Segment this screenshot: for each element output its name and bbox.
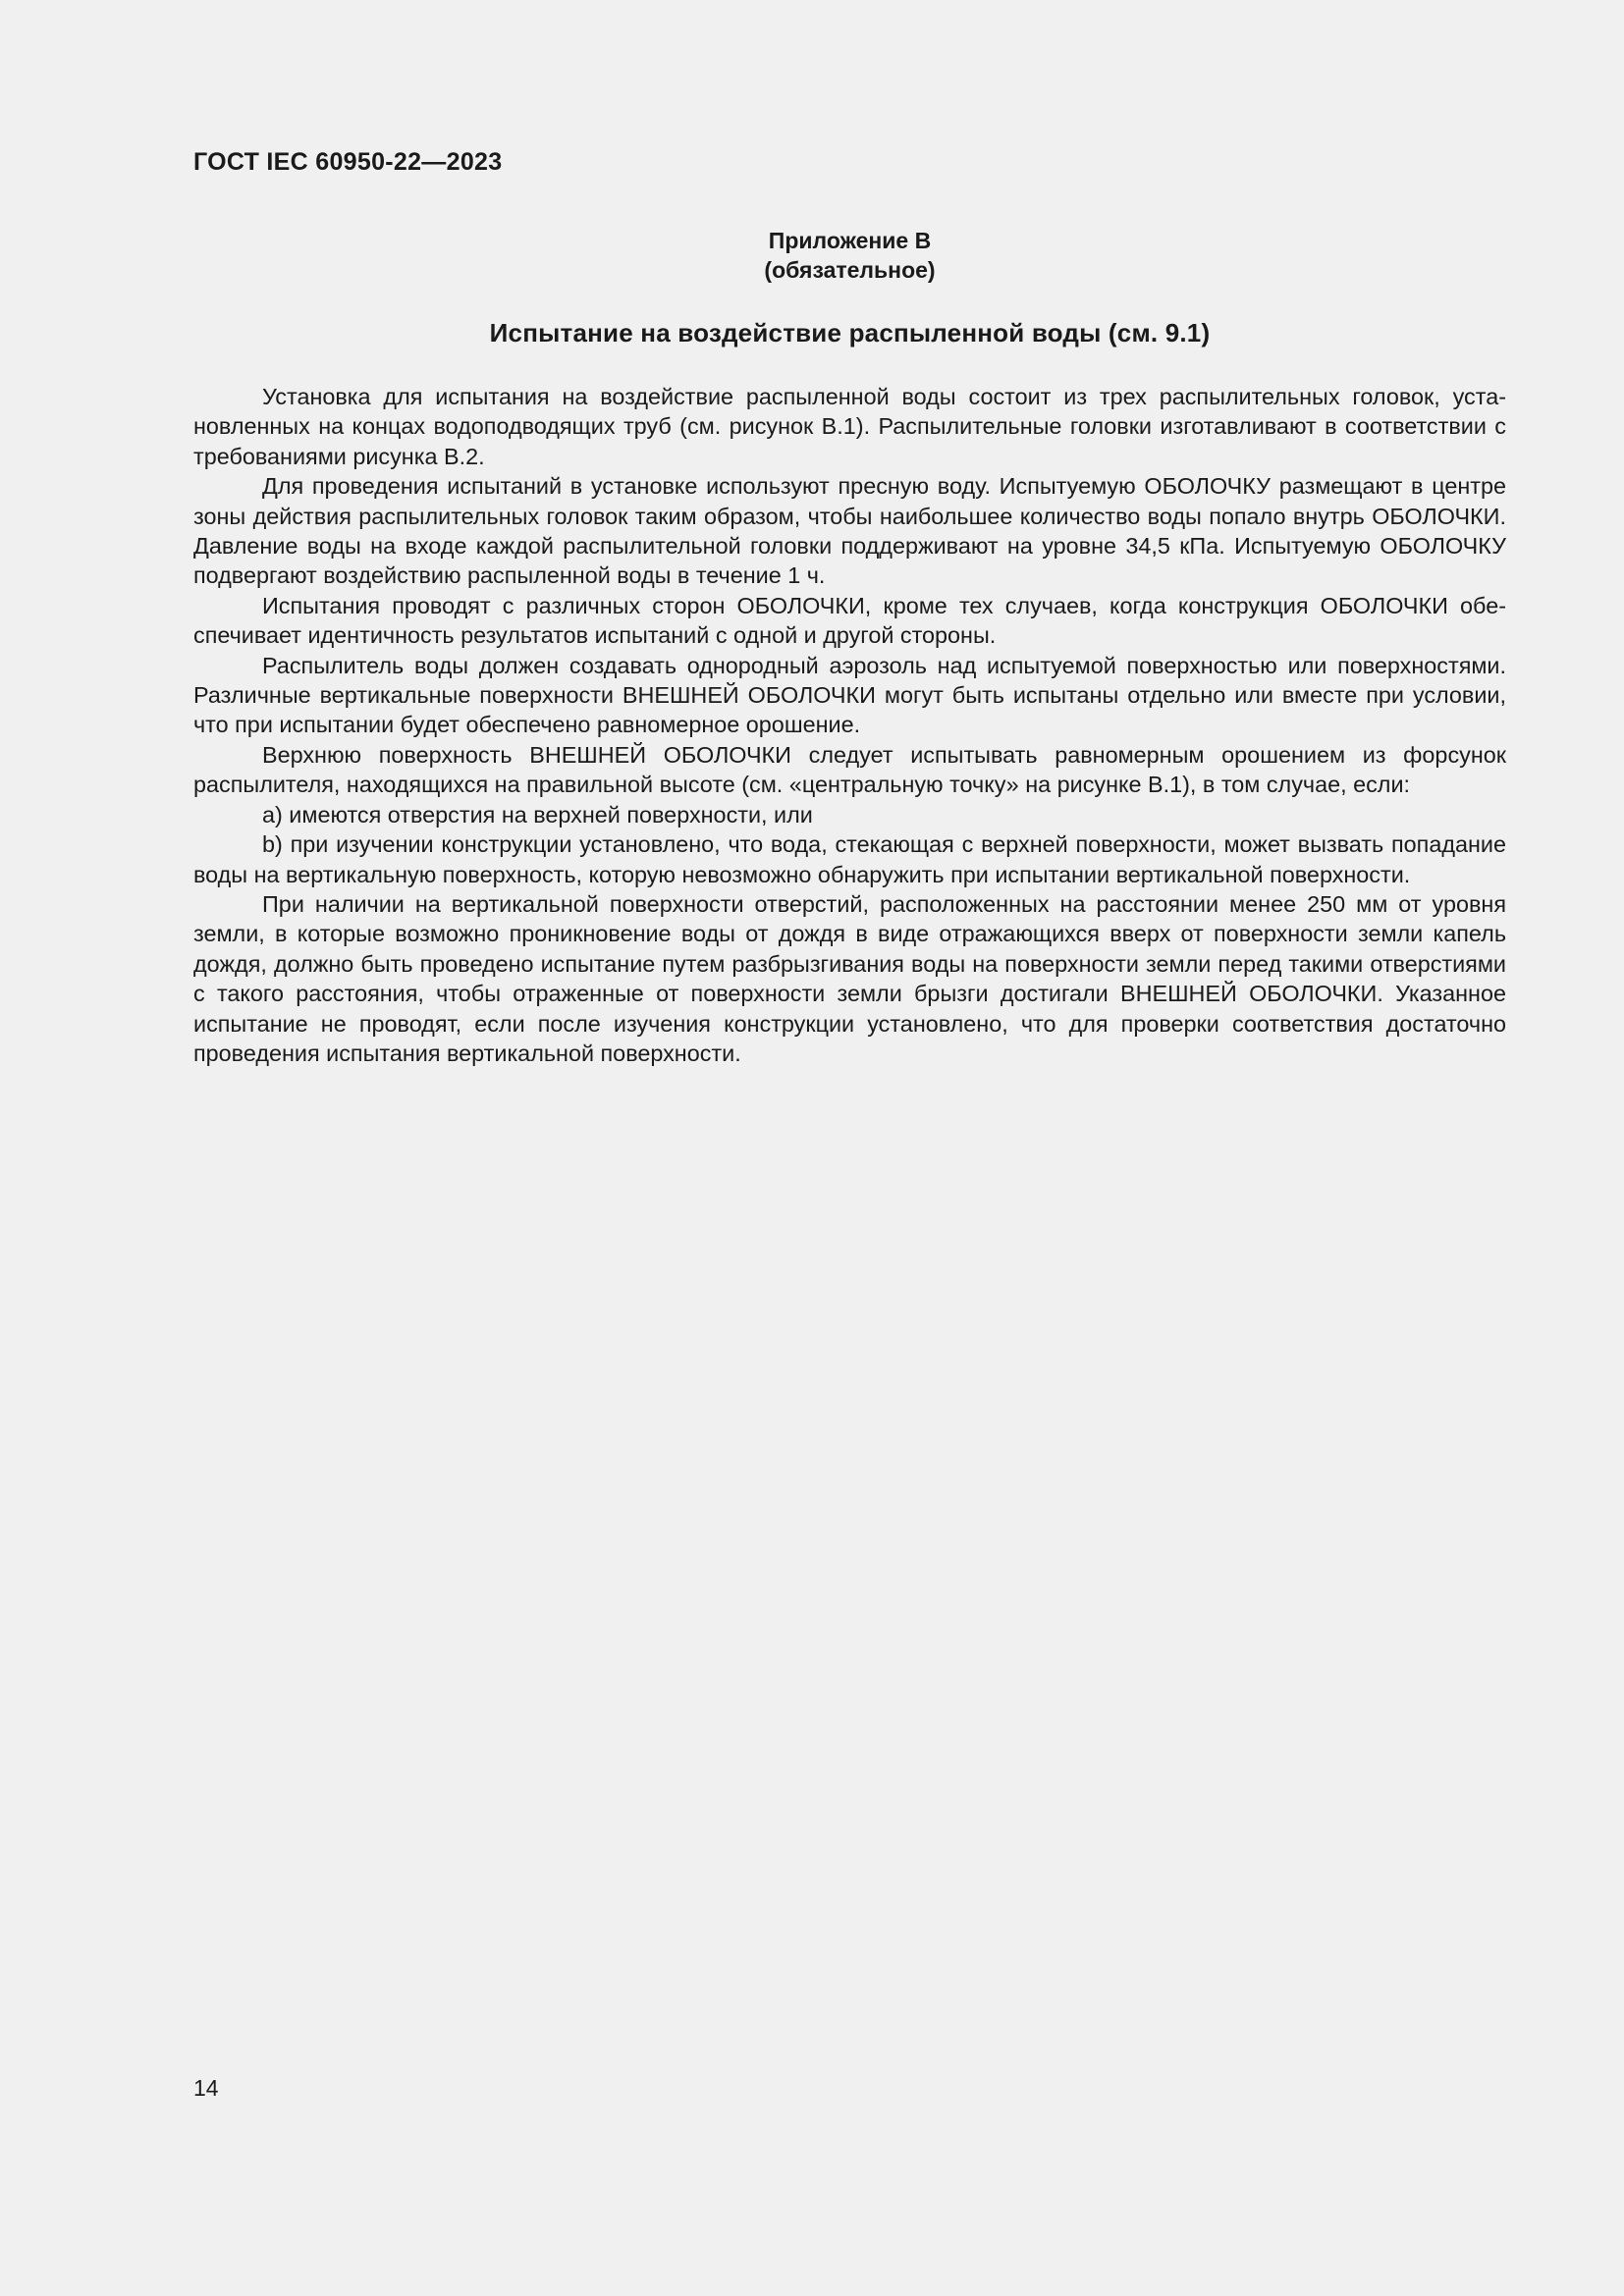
- paragraph: Верхнюю поверхность ВНЕШНЕЙ ОБОЛОЧКИ следует испытывать равномерным орошением из форсунок распылителя, находящихся на правильной высоте (см. «центральную точку» на рисунке В.1), в том случае, если:: [193, 741, 1506, 798]
- annex-status: (обязательное): [764, 257, 936, 283]
- list-item: a) имеются отверстия на верхней поверхности, или: [262, 801, 813, 828]
- paragraph: Установка для испытания на воздействие распыленной воды состоит из трех распылительных головок, установленных на концах водоподводящих труб (см. рисунок В.1). Распылительные головки изготавливают в соответствии с требованиями рисунка В.2.: [193, 384, 1506, 469]
- paragraph: Распылитель воды должен создавать однородный аэрозоль над испытуемой поверхностью или поверхностями. Различные вертикальные поверхности ВНЕШНЕЙ ОБОЛОЧКИ могут быть испытаны отдельно или вместе при условии, что при испытании будет обеспечено равномерное орошение.: [193, 652, 1506, 738]
- document-id: ГОСТ IEC 60950-22—2023: [193, 148, 503, 176]
- annex-heading: [193, 226, 1506, 285]
- list-item: b) при изучении конструкции установлено, что вода, стекающая с верхней поверхности, может вызвать попадание воды на вертикальную поверхность, которую невозможно обнаружить при испытании вертикальной поверхности.: [193, 831, 1506, 887]
- body-text: [193, 382, 1506, 1068]
- paragraph: Испытания проводят с различных сторон ОБОЛОЧКИ, кроме тех случаев, когда конструкция ОБОЛОЧКИ обеспечивает идентичность результатов испытаний с одной и другой стороны.: [193, 592, 1506, 649]
- page-number: 14: [193, 2075, 219, 2101]
- annex-title: Приложение В: [768, 228, 932, 253]
- paragraph: При наличии на вертикальной поверхности отверстий, расположенных на расстоянии менее 250 мм от уровня земли, в которые возможно проникновение воды от дождя в виде отражающихся вверх от поверхности земли капель дождя, должно быть проведено испытание путем разбрызгивания воды на поверхности земли перед такими отверстиями с такого расстояния, чтобы отраженные от поверхности земли брызги достигали ВНЕШНЕЙ ОБОЛОЧКИ. Указанное испытание не проводят, если после изучения конструкции установлено, что для проверки соответствия достаточно проведения испытания вертикальной поверхности.: [193, 890, 1506, 1066]
- paragraph: Для проведения испытаний в установке используют пресную воду. Испытуемую ОБОЛОЧКУ размещают в центре зоны действия распылительных головок таким образом, чтобы наибольшее количество воды попало внутрь ОБОЛОЧКИ. Давление воды на входе каждой распылительной головки поддерживают на уровне 34,5 кПа. Испытуемую ОБОЛОЧКУ подвергают воздействию распыленной воды в течение 1 ч.: [193, 473, 1506, 589]
- section-title: Испытание на воздействие распыленной воды (см. 9.1): [489, 318, 1211, 347]
